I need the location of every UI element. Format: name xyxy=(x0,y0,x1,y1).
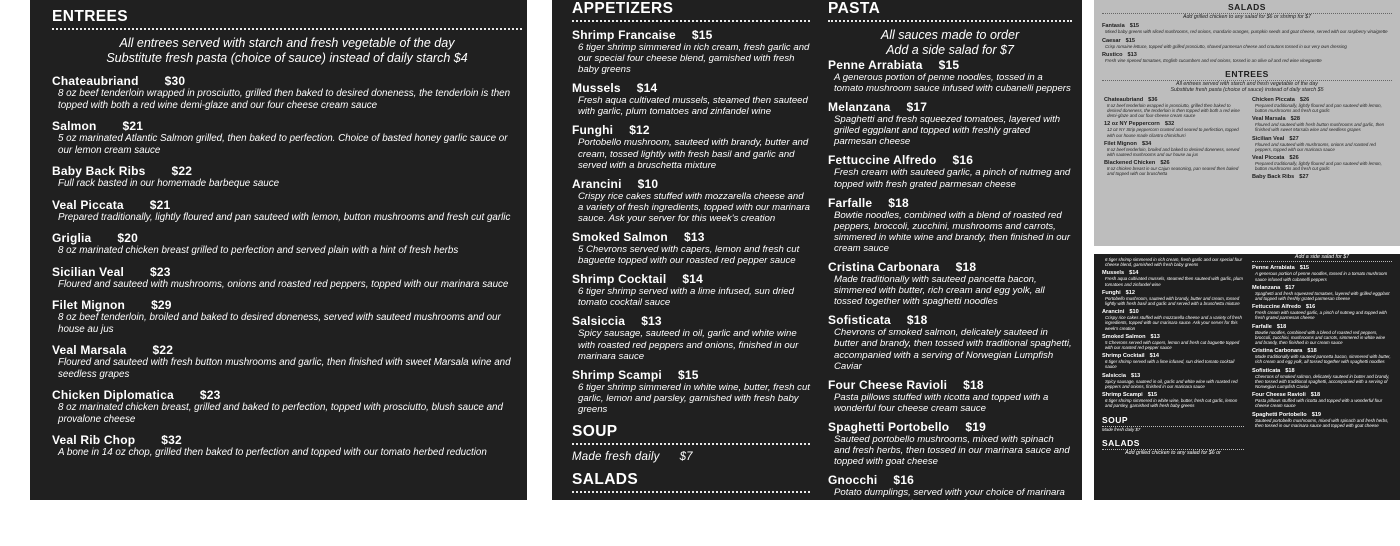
menu-item-name: Melanzana xyxy=(828,100,891,115)
menu-item-name: Cristina Carbonara xyxy=(1252,348,1303,355)
entrees-menu-panel xyxy=(30,0,527,500)
menu-item-name: Arancini xyxy=(1102,309,1125,316)
thumb-soup-heading: SOUP xyxy=(1102,413,1244,427)
menu-item-description: Full rack basted in our homemade barbeque sauce xyxy=(58,178,280,189)
menu-item-title xyxy=(52,231,522,245)
thumb-entree-item xyxy=(1104,97,1242,119)
thumb-soup-line: Made fresh daily $7 xyxy=(1102,427,1141,433)
menu-item-price: $21 xyxy=(122,119,144,133)
menu-item-name: Salmon xyxy=(52,119,97,133)
thumb-salads-note: Add grilled chicken to any salad for $6 or shrimp for $7 xyxy=(1182,14,1312,20)
menu-item-name: Melanzana xyxy=(1252,284,1281,291)
menu-item-price: $14 xyxy=(1149,353,1159,360)
menu-item-description: Fresh aqua cultivated mussels, steamed then sauteed with garlic, plum tomatoes and zinfandel wine xyxy=(1105,276,1243,287)
menu-item-title xyxy=(1252,174,1392,180)
menu-item-name: Chateaubriand xyxy=(1104,96,1144,103)
menu-item-price: $15 xyxy=(1125,37,1136,44)
menu-item-price: $15 xyxy=(677,367,699,382)
entree-item xyxy=(52,231,522,257)
menu-item-description: Mixed baby greens with sliced mushrooms, red onions, mandarin oranges, pumpkin seeds and goat cheese, served with our raspberry vinaigrette xyxy=(1105,29,1388,35)
menu-item-name: Penne Arrabiata xyxy=(828,58,923,72)
thumb-salads-note-dark: Add grilled chicken to any salad for $6 or xyxy=(1125,449,1221,456)
menu-item-price: $26 xyxy=(1289,155,1299,162)
menu-item-description: Made traditionally with sauteed pancetta bacon, simmered with butter, rich cream and egg yolk, all tossed together with spaghetti noodles xyxy=(1255,354,1391,365)
menu-item-name: Arancini xyxy=(572,176,622,191)
thumb-entree-item xyxy=(1252,116,1392,132)
appetizer-item xyxy=(572,368,810,415)
menu-item-name: Filet Mignon xyxy=(1104,140,1137,147)
menu-item-name: Sicilian Veal xyxy=(52,264,124,279)
menu-item-title xyxy=(828,313,1072,327)
menu-item-price: $22 xyxy=(171,164,193,178)
thumb-entrees-left xyxy=(1104,94,1242,177)
menu-item-price: $15 xyxy=(1147,392,1158,399)
pasta-item xyxy=(828,100,1072,147)
menu-item-name: Caesar xyxy=(1102,37,1121,44)
menu-item-price: $27 xyxy=(1289,135,1299,142)
menu-item-description: A generous portion of penne noodles, tossed in a tomato mushroom sauce infused with cubanelli peppers xyxy=(834,72,1071,95)
menu-item-description: 5 Chevrons served with capers, lemon and fresh cut baguette topped with our roasted red pepper sauce xyxy=(578,244,800,267)
thumb-salads-heading: SALADS xyxy=(1102,0,1392,14)
menu-item-name: Spaghetti Portobello xyxy=(1252,411,1307,418)
appetizer-item xyxy=(572,177,810,224)
menu-item-price: $18 xyxy=(888,195,909,210)
menu-item-name: Penne Arrabiata xyxy=(1252,265,1295,272)
thumb-entrees-note-1: All entrees served with starch and fresh vegetable of the day xyxy=(1176,81,1318,88)
menu-item-price: $19 xyxy=(1311,411,1322,418)
menu-item-name: Farfalle xyxy=(1252,323,1272,330)
menu-item-description: Fresh cream with sauteed garlic, a pinch of nutmeg and topped with fresh grated parmesan cheese xyxy=(1255,310,1387,321)
menu-item-price: $18 xyxy=(1276,323,1287,330)
menu-item-description: Portobello mushroom, sauteed with brandy, butter and cream, tossed lightly with fresh basil and garlic and served with a bruschetta mixture xyxy=(1105,295,1240,307)
menu-item-description: 12 oz NY Strip peppercorn crusted and seared to perfection, topped with our house made cilantro chimichurri xyxy=(1107,127,1239,138)
thumb-pasta-item xyxy=(1252,368,1392,390)
menu-item-name: Shrimp Scampi xyxy=(572,367,662,382)
menu-item-price: $26 xyxy=(1299,96,1310,103)
entree-item xyxy=(52,198,522,224)
menu-item-price: $16 xyxy=(952,153,974,168)
thumb-entree-item xyxy=(1104,160,1242,176)
menu-item-price: $16 xyxy=(1305,304,1316,311)
menu-item-price: $15 xyxy=(938,58,960,72)
dark-menu-thumbnail xyxy=(1094,254,1400,500)
menu-item-description: Bowtie noodles, combined with a blend of roasted red peppers, broccoli, zucchini, mushrooms and carrots, simmered in white wine and brandy, then finished in our cream sauce xyxy=(834,209,1071,254)
menu-item-description: 6 tiger shrimp served with a lime infused, sun dried tomato cocktail sauce xyxy=(1105,359,1235,370)
menu-item-title xyxy=(52,298,522,312)
menu-item-price: $36 xyxy=(1148,96,1158,103)
menu-item-description: Floured and sauteed with mushrooms, onions and roasted red peppers, topped with our marinara sauce xyxy=(1255,141,1376,152)
pasta-item xyxy=(828,196,1072,254)
appetizers-column xyxy=(572,0,810,546)
menu-item-title xyxy=(572,272,810,286)
thumb-appetizer-item xyxy=(1102,373,1244,389)
menu-item-title xyxy=(52,343,522,357)
entree-item xyxy=(52,433,522,459)
entree-item xyxy=(52,343,522,380)
menu-item-description: 8 oz marinated chicken breast, grilled and baked to perfection, topped with prosciutto, blush sauce and provalone cheese xyxy=(58,402,503,425)
entree-item xyxy=(52,74,522,111)
thumb-entree-item xyxy=(1104,121,1242,137)
pasta-item xyxy=(828,58,1072,94)
menu-item-description: Fresh aqua cultivated mussels, steamed then sauteed with garlic, plum tomatoes and zinfandel wine xyxy=(578,95,808,118)
entree-item xyxy=(52,298,522,335)
menu-item-name: Spaghetti Portobello xyxy=(828,419,950,434)
menu-item-name: Veal Piccata xyxy=(52,197,124,212)
menu-item-name: Farfalle xyxy=(828,195,873,210)
menu-item-name: Shrimp Scampi xyxy=(1102,392,1143,399)
menu-item-title xyxy=(572,81,810,95)
menu-item-title xyxy=(828,196,1072,210)
menu-item-title xyxy=(572,368,810,382)
thumb-salads-list xyxy=(1094,23,1400,63)
pasta-note-1: All sauces made to order xyxy=(880,28,1020,42)
menu-item-name: Four Cheese Ravioli xyxy=(1252,392,1306,399)
menu-item-description: Sauteed portobello mushrooms, mixed with spinach and fresh herbs, then tossed in our marinara sauce and topped with goat cheese xyxy=(1255,417,1389,428)
menu-item-title xyxy=(828,58,1072,72)
menu-item-price: $29 xyxy=(151,298,172,312)
menu-item-name: Baby Back Ribs xyxy=(52,164,146,178)
menu-item-description: Bowtie noodles, combined with a blend of roasted red peppers, broccoli, zucchini, mushrooms and carrots, simmered in white wine and brandy, then finished in our cream sauce xyxy=(1255,329,1386,346)
menu-item-name: Funghi xyxy=(572,123,614,138)
light-menu-thumbnail xyxy=(1094,0,1400,246)
menu-item-description: Pasta pillows stuffed with ricotta and topped with a wonderful four cheese cream sauce xyxy=(834,391,1049,414)
thumb-pasta-item xyxy=(1252,304,1392,320)
appetizer-item xyxy=(572,272,810,308)
soup-price: $7 xyxy=(679,450,693,463)
menu-item-price: $10 xyxy=(637,176,659,191)
menu-item-price: $26 xyxy=(1160,160,1170,167)
menu-item-name: Veal Rib Chop xyxy=(52,433,136,447)
menu-item-description: 8 oz beef tenderloin wrapped in prosciutto, grilled then baked to desired doneness, the tenderloin is then topped with both a red wine demi-glaze and our four-cheese cream sauce xyxy=(1107,102,1240,119)
thumb-appetizer-item xyxy=(1102,270,1244,286)
menu-item-title xyxy=(828,378,1072,392)
salad-price: $13 xyxy=(638,531,659,546)
thumb-entrees-right xyxy=(1252,94,1392,181)
pasta-item xyxy=(828,313,1072,371)
menu-item-price: $13 xyxy=(1130,372,1141,379)
thumb-appetizer-item xyxy=(1102,290,1244,306)
menu-item-price: $18 xyxy=(1307,348,1317,355)
menu-item-price: $13 xyxy=(683,230,705,245)
menu-item-price: $14 xyxy=(636,81,658,96)
menu-item-price: $32 xyxy=(1164,121,1175,128)
menu-item-name: Griglia xyxy=(52,231,92,245)
appetizer-item xyxy=(572,28,810,75)
menu-item-description: 8 oz chicken breast in our Cajun seasoning, pan seared then baked and topped with our bruschetta xyxy=(1107,166,1239,177)
entrees-note-2: Substitute fresh pasta (choice of sauce) instead of daily starch $4 xyxy=(106,51,468,65)
menu-item-name: Blackened Chicken xyxy=(1104,160,1156,167)
menu-item-price: $27 xyxy=(1299,174,1309,181)
menu-item-name: Gnocchi xyxy=(828,473,878,488)
menu-item-price: $16 xyxy=(893,473,915,488)
entree-item xyxy=(52,388,522,425)
menu-item-description: 6 tiger shrimp simmered in white wine, butter, fresh cut garlic, lemon and parsley, garnished with fresh baby greens xyxy=(578,381,810,415)
menu-item-name: Chicken Diplomatica xyxy=(52,388,174,402)
entree-item xyxy=(52,119,522,156)
menu-item-title xyxy=(52,265,522,279)
soup-heading: SOUP xyxy=(572,423,810,445)
menu-item-name: Sicilian Veal xyxy=(1252,135,1285,142)
menu-item-description: Made traditionally with sauteed pancetta bacon, simmered with butter, rich cream and egg yolk, all tossed together with spaghetti noodles xyxy=(834,274,1045,308)
menu-item-title xyxy=(572,314,810,328)
appetizers-pasta-menu-panel xyxy=(552,0,1082,546)
appetizer-item xyxy=(572,81,810,117)
menu-item-description: Crispy rice cakes stuffed with mozzarella cheese and a variety of fresh ingredients, topped with our marinara sauce. Ask your server for this week's creation xyxy=(578,190,810,224)
menu-item-name: Mussels xyxy=(572,81,621,96)
menu-item-price: $23 xyxy=(149,264,171,279)
menu-item-price: $22 xyxy=(152,343,174,357)
menu-item-description: Prepared traditionally, lightly floured and pan sauteed with lemon, button mushrooms and fresh cut garlic xyxy=(1255,102,1382,114)
menu-item-description: Spaghetti and fresh squeezed tomatoes, layered with grilled eggplant and topped with freshly grated parmesan cheese xyxy=(834,114,1061,148)
appetizer-item xyxy=(572,230,810,266)
thumb-entree-item xyxy=(1252,174,1392,180)
thumb-pasta-list xyxy=(1252,265,1392,428)
thumb-entree-item xyxy=(1252,136,1392,152)
thumb-appetizer-item xyxy=(1102,392,1244,408)
thumb-pasta-item xyxy=(1252,412,1392,428)
menu-item-name: Veal Marsala xyxy=(1252,116,1286,123)
thumb-entrees-columns xyxy=(1094,94,1400,214)
thumb-appetizer-item xyxy=(1102,334,1244,350)
thumb-pasta-note: Add a side salad for $7 xyxy=(1252,254,1392,262)
menu-item-price: $15 xyxy=(1129,23,1140,30)
menu-item-description: 8 oz beef tenderloin wrapped in prosciutto, grilled then baked to desired doneness, the tenderloin is then topped with both a red wine demi-glaze and our four cheese cream sauce xyxy=(58,88,511,111)
menu-item-description: 5 Chevrons served with capers, lemon and fresh cut baguette topped with our roasted red pepper sauce xyxy=(1105,339,1240,351)
pasta-list xyxy=(828,58,1072,509)
menu-item-title xyxy=(52,198,522,212)
thumb-salad-item xyxy=(1102,52,1392,63)
menu-item-description: Potato dumplings, served with your choice of marinara or cream sauce, simmered and tossed xyxy=(834,487,1065,510)
thumb-salad-item xyxy=(1102,38,1392,49)
menu-item-price: $12 xyxy=(1125,289,1135,296)
menu-item-price: $15 xyxy=(691,28,713,42)
menu-item-price: $13 xyxy=(641,314,662,329)
entrees-column xyxy=(52,8,522,459)
menu-item-name: Fantasia xyxy=(1102,23,1125,30)
thumb-pasta-item xyxy=(1252,392,1392,408)
menu-item-name: Sofisticata xyxy=(828,313,891,328)
menu-item-price: $13 xyxy=(1127,51,1137,58)
menu-item-price: $14 xyxy=(682,272,703,287)
menu-item-description: Crisp romaine lettuce, topped with grilled prosciutto, shaved parmesan cheese and croutons tossed in our very own dressing xyxy=(1105,43,1347,49)
menu-item-title xyxy=(52,164,522,178)
menu-item-name: Sofisticata xyxy=(1252,367,1281,374)
appetizers-heading: APPETIZERS xyxy=(572,0,810,22)
menu-item-name: Chateaubriand xyxy=(52,74,139,88)
menu-item-title xyxy=(572,28,810,42)
menu-item-description: Floured and sauteed with mushrooms, onions and roasted red peppers, topped with our marinara sauce xyxy=(58,278,509,290)
pasta-item xyxy=(828,420,1072,467)
menu-item-description: Prepared traditionally, lightly floured and pan sauteed with lemon, button mushrooms and fresh cut garlic xyxy=(58,211,511,223)
thumb-salad-item xyxy=(1102,23,1392,34)
pasta-item xyxy=(828,473,1072,509)
menu-item-title xyxy=(828,153,1072,167)
entrees-note-1: All entrees served with starch and fresh vegetable of the day xyxy=(119,36,455,50)
menu-item-description: Spicy sausage, sauteed in oil, garlic and white wine with roasted red peppers and onions, finished in our marinara sauce xyxy=(1105,378,1238,389)
menu-item-name: Rustico xyxy=(1102,51,1123,58)
thumb-pasta-column xyxy=(1252,254,1392,428)
entree-item xyxy=(52,265,522,291)
menu-item-name: Shrimp Cocktail xyxy=(1102,353,1145,360)
menu-item-title xyxy=(828,100,1072,114)
menu-item-title xyxy=(828,473,1072,487)
menu-item-description: Spicy sausage, sauteed in oil, garlic and white wine with roasted red peppers and onions, finished in our marinara sauce xyxy=(578,328,799,362)
menu-item-price: $30 xyxy=(164,74,186,88)
menu-item-description: 6 tiger shrimp simmered in rich cream, fresh garlic and our special four cheese blend, garnished with fresh baby greens xyxy=(578,42,810,76)
menu-item-description: 8 oz beef tenderloin, broiled and baked to desired doneness, served with sauteed mushrooms and our house au jus xyxy=(1107,146,1240,158)
appetizer-item xyxy=(572,314,810,361)
salads-note-2: or shrimp for $7 xyxy=(647,513,735,528)
menu-item-price: $19 xyxy=(965,419,986,434)
menu-item-name: Fettuccine Alfredo xyxy=(828,153,937,168)
menu-item-name: Salsiccia xyxy=(572,314,626,329)
menu-item-title xyxy=(52,74,522,88)
thumb-appetizers-column xyxy=(1102,254,1244,456)
menu-item-name: Four Cheese Ravioli xyxy=(828,377,948,392)
appetizer-item xyxy=(572,123,810,170)
menu-item-description: Chevrons of smoked salmon, delicately sauteed in butter and brandy, then tossed with traditional spaghetti, accompanied with a serving of Norwegian Lumpfish Caviar xyxy=(1255,373,1390,390)
menu-item-price: $21 xyxy=(149,197,171,212)
menu-item-description: 8 oz marinated chicken breast grilled to perfection and served plain with a hint of fresh herbs xyxy=(58,245,459,256)
menu-item-price: $18 xyxy=(955,260,977,275)
menu-item-description: Portobello mushroom, sauteed with brandy, butter and cream, tossed lightly with fresh basil and garlic and served with a bruschetta mixture xyxy=(578,137,809,171)
thumb-pasta-item xyxy=(1252,324,1392,346)
menu-item-description: Crispy rice cakes stuffed with mozzarella cheese and a variety of fresh ingredients, topped with our marinara sauce. Ask your server for this week's creation xyxy=(1105,315,1242,331)
menu-item-price: $18 xyxy=(1310,392,1321,399)
thumb-appetizer-item xyxy=(1102,353,1244,369)
entrees-heading: ENTREES xyxy=(52,8,522,30)
menu-item-title xyxy=(572,123,810,137)
pasta-column xyxy=(828,0,1072,509)
thumb-appetizers-list xyxy=(1102,257,1244,408)
menu-item-price: $10 xyxy=(1129,309,1139,316)
thumb-entrees-heading: ENTREES xyxy=(1102,67,1392,81)
menu-item-name: Funghi xyxy=(1102,289,1121,296)
menu-item-description: 6 tiger shrimp simmered in rich cream, fresh garlic and our special four cheese blend, garnished with fresh baby greens xyxy=(1105,257,1243,268)
menu-item-title xyxy=(828,260,1072,274)
menu-item-description: 5 oz marinated Atlantic Salmon grilled, then baked to perfection. Choice of basted honey garlic sauce or our lemon cream sauce xyxy=(58,133,508,156)
menu-item-title xyxy=(572,230,810,244)
menu-item-name: Baby Back Ribs xyxy=(1252,174,1295,181)
appetizers-list xyxy=(572,28,810,415)
menu-item-price: $18 xyxy=(1285,367,1295,374)
menu-item-description: A generous portion of penne noodles, tossed in a tomato mushroom sauce infused with cubanelli peppers xyxy=(1255,271,1388,282)
menu-item-description: Pasta pillows stuffed with ricotta and topped with a wonderful four cheese cream sauce xyxy=(1255,398,1383,409)
thumb-pasta-item xyxy=(1252,348,1392,364)
menu-item-name: Mussels xyxy=(1102,270,1125,277)
menu-item-description: Fresh vine ripened tomatoes, English cucumbers and red onions, tossed in an olive oil and red wine vinegarette xyxy=(1105,57,1322,63)
pasta-item xyxy=(828,378,1072,414)
entrees-list xyxy=(52,74,522,459)
menu-item-title xyxy=(828,420,1072,434)
thumb-pasta-item xyxy=(1252,285,1392,301)
menu-item-description: Spaghetti and fresh squeezed tomatoes, layered with grilled eggplant and topped with freshly grated parmesan cheese xyxy=(1255,290,1390,302)
thumb-pasta-item xyxy=(1252,265,1392,281)
menu-item-name: Veal Marsala xyxy=(52,343,127,357)
menu-item-price: $14 xyxy=(1129,270,1139,277)
menu-item-title xyxy=(52,433,522,447)
menu-item-description: 6 tiger shrimp simmered in white wine, butter, fresh cut garlic, lemon and parsley, garnished with fresh baby greens xyxy=(1105,398,1238,409)
menu-item-price: $12 xyxy=(629,123,650,138)
thumb-entree-item xyxy=(1252,155,1392,171)
menu-item-price: $18 xyxy=(963,377,984,392)
menu-item-price: $17 xyxy=(1285,284,1295,291)
menu-item-name: Smoked Salmon xyxy=(572,230,668,245)
menu-item-price: $13 xyxy=(1150,333,1160,340)
menu-item-price: $20 xyxy=(117,231,139,245)
entree-item xyxy=(52,164,522,190)
thumb-salads-heading-dark: SALADS xyxy=(1102,436,1244,450)
menu-item-price: $15 xyxy=(1299,265,1310,272)
soup-line xyxy=(572,451,810,463)
menu-item-price: $28 xyxy=(1290,116,1300,123)
menu-item-description: Floured and sauteed with fresh button mushrooms and garlic, then finished with sweet Marsala wine and seedless grapes xyxy=(1255,122,1385,133)
thumb-entree-item xyxy=(1252,97,1392,113)
salad-item-fantasia xyxy=(572,532,810,546)
menu-item-name: Filet Mignon xyxy=(52,298,126,312)
thumb-appetizer-item xyxy=(1102,257,1244,267)
salads-heading: SALADS xyxy=(572,471,810,493)
salads-note-1: Add grilled chicken to any salad for $6 xyxy=(585,498,797,513)
menu-item-description: Fresh cream with sauteed garlic, a pinch of nutmeg and topped with fresh grated parmesan cheese xyxy=(834,167,1071,190)
menu-item-name: Shrimp Cocktail xyxy=(572,272,667,287)
menu-item-price: $18 xyxy=(906,313,928,328)
menu-item-description: 6 tiger shrimp served with a lime infused, sun dried tomato cocktail sauce xyxy=(578,286,794,309)
menu-item-name: Smoked Salmon xyxy=(1102,333,1146,340)
menu-item-name: 12 oz NY Peppercorn xyxy=(1104,121,1160,128)
pasta-item xyxy=(828,153,1072,189)
menu-item-name: Veal Piccata xyxy=(1252,155,1285,162)
menu-item-description: A bone in 14 oz chop, grilled then baked to perfection and topped with our tomato herbed reduction xyxy=(58,447,487,458)
pasta-heading: PASTA xyxy=(828,0,1072,22)
menu-item-name: Salsiccia xyxy=(1102,372,1126,379)
menu-item-name: Cristina Carbonara xyxy=(828,260,940,275)
menu-item-title xyxy=(52,119,522,133)
menu-item-title xyxy=(52,388,522,402)
thumb-entrees-note-2: Substitute fresh pasta (choice of sauce) instead of daily starch $5 xyxy=(1170,87,1324,94)
menu-item-description: Chevrons of smoked salmon, delicately sauteed in butter and brandy, then tossed with traditional spaghetti, accompanied with a serving of Norwegian Lumpfish Caviar xyxy=(834,327,1072,372)
menu-item-description: Prepared traditionally, lightly floured and pan sauteed with lemon, button mushrooms and fresh cut garlic xyxy=(1255,161,1382,172)
menu-item-title xyxy=(572,177,810,191)
menu-item-name: Shrimp Francaise xyxy=(572,28,676,42)
menu-item-description: 8 oz beef tenderloin, broiled and baked to desired doneness, served with sauteed mushrooms and our house au jus xyxy=(58,312,501,335)
soup-text: Made fresh daily xyxy=(572,450,660,463)
menu-item-price: $34 xyxy=(1141,140,1152,147)
thumb-entree-item xyxy=(1104,141,1242,157)
thumb-appetizer-item xyxy=(1102,309,1244,331)
pasta-item xyxy=(828,260,1072,307)
menu-item-name: Fettuccine Alfredo xyxy=(1252,304,1301,311)
salad-name: Fantasia xyxy=(572,531,623,546)
menu-item-price: $23 xyxy=(199,388,221,402)
menu-item-description: Sauteed portobello mushrooms, mixed with spinach and fresh herbs, then tossed in our marinara sauce and topped with goat cheese xyxy=(834,433,1070,468)
menu-item-price: $32 xyxy=(161,433,182,447)
menu-item-name: Chicken Piccata xyxy=(1252,96,1295,103)
menu-item-price: $17 xyxy=(906,100,928,115)
menu-item-description: Floured and sauteed with fresh button mushrooms and garlic, then finished with sweet Marsala wine and seedless grapes xyxy=(58,357,511,380)
pasta-note-2: Add a side salad for $7 xyxy=(886,43,1014,57)
